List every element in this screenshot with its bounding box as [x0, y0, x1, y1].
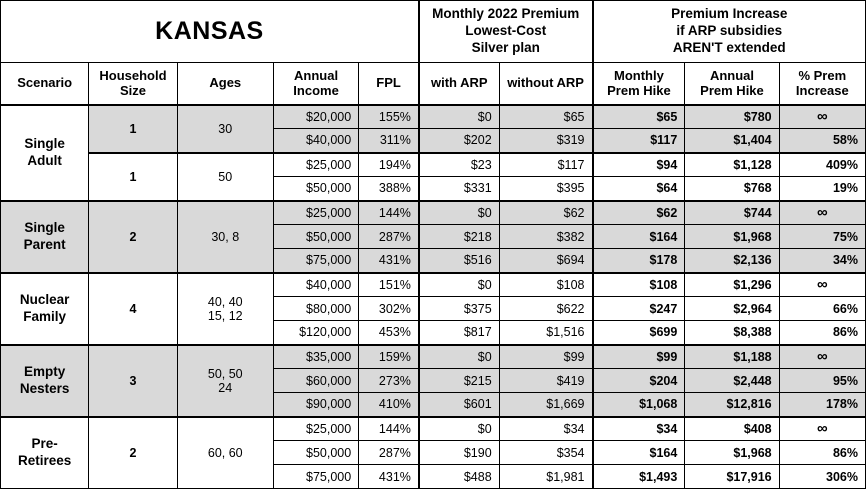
annual-income-cell: $50,000	[273, 225, 358, 249]
annual-income-cell: $40,000	[273, 273, 358, 297]
fpl-cell: 311%	[359, 129, 419, 153]
household-size-cell: 4	[89, 273, 177, 345]
monthly-prem-hike-cell: $204	[593, 369, 685, 393]
with-arp-cell: $202	[419, 129, 499, 153]
household-size-cell: 3	[89, 345, 177, 417]
col-fpl: FPL	[359, 63, 419, 105]
with-arp-cell: $375	[419, 297, 499, 321]
annual-prem-hike-cell: $2,136	[685, 249, 779, 273]
annual-prem-hike-cell: $17,916	[685, 465, 779, 489]
annual-prem-hike-cell: $1,968	[685, 441, 779, 465]
with-arp-cell: $0	[419, 105, 499, 129]
scenario-label-l2: Adult	[27, 152, 62, 168]
annual-prem-hike-cell: $1,296	[685, 273, 779, 297]
without-arp-cell: $1,516	[499, 321, 592, 345]
fpl-cell: 453%	[359, 321, 419, 345]
with-arp-cell: $0	[419, 345, 499, 369]
household-size-cell: 1	[89, 105, 177, 153]
col-without-arp: without ARP	[499, 63, 592, 105]
group-header-increase-l1: Premium Increase	[671, 6, 788, 22]
annual-prem-hike-cell: $744	[685, 201, 779, 225]
ages-l1: 50, 50	[207, 366, 243, 381]
monthly-prem-hike-cell: $64	[593, 177, 685, 201]
without-arp-cell: $108	[499, 273, 592, 297]
title-row	[1, 1, 866, 63]
table-row	[1, 273, 866, 297]
annual-income-cell: $90,000	[273, 393, 358, 417]
ages-cell: 30, 8	[177, 201, 273, 273]
annual-income-cell: $75,000	[273, 465, 358, 489]
pct-increase-cell: 86%	[779, 321, 865, 345]
page-title: KANSAS	[1, 1, 419, 63]
monthly-prem-hike-cell: $65	[593, 105, 685, 129]
fpl-cell: 151%	[359, 273, 419, 297]
ages-cell	[177, 273, 273, 345]
group-header-increase-l2: if ARP subsidies	[676, 23, 783, 39]
fpl-cell: 159%	[359, 345, 419, 369]
monthly-prem-hike-cell: $164	[593, 441, 685, 465]
annual-income-cell: $50,000	[273, 177, 358, 201]
fpl-cell: 144%	[359, 417, 419, 441]
annual-income-cell: $120,000	[273, 321, 358, 345]
without-arp-cell: $354	[499, 441, 592, 465]
group-header-premium	[419, 1, 593, 63]
fpl-cell: 431%	[359, 249, 419, 273]
annual-prem-hike-cell: $1,188	[685, 345, 779, 369]
annual-income-cell: $40,000	[273, 129, 358, 153]
without-arp-cell: $34	[499, 417, 592, 441]
annual-prem-hike-cell: $2,964	[685, 297, 779, 321]
monthly-prem-hike-cell: $164	[593, 225, 685, 249]
scenario-label-l1: Nuclear	[19, 291, 70, 307]
annual-prem-hike-cell: $1,404	[685, 129, 779, 153]
col-scenario: Scenario	[1, 63, 89, 105]
with-arp-cell: $817	[419, 321, 499, 345]
pct-increase-cell: ∞	[779, 105, 865, 129]
monthly-prem-hike-cell: $117	[593, 129, 685, 153]
col-household-size: Household Size	[89, 63, 177, 105]
monthly-prem-hike-cell: $62	[593, 201, 685, 225]
annual-prem-hike-cell: $12,816	[685, 393, 779, 417]
scenario-label-l1: Single	[24, 219, 65, 235]
col-monthly-prem-hike: Monthly Prem Hike	[593, 63, 685, 105]
ages-cell: 50	[177, 153, 273, 201]
without-arp-cell: $395	[499, 177, 592, 201]
scenario-label-l1: Single	[24, 135, 65, 151]
fpl-cell: 155%	[359, 105, 419, 129]
pct-increase-cell: 75%	[779, 225, 865, 249]
without-arp-cell: $694	[499, 249, 592, 273]
pct-increase-cell: 34%	[779, 249, 865, 273]
group-header-premium-l3: Silver plan	[471, 39, 540, 55]
scenario-label	[1, 105, 89, 201]
col-annual-income: Annual Income	[273, 63, 358, 105]
scenario-label-l2: Family	[23, 308, 67, 324]
scenario-label	[1, 273, 89, 345]
group-header-increase	[593, 1, 866, 63]
pct-increase-cell: ∞	[779, 201, 865, 225]
monthly-prem-hike-cell: $1,493	[593, 465, 685, 489]
annual-prem-hike-cell: $8,388	[685, 321, 779, 345]
annual-income-cell: $60,000	[273, 369, 358, 393]
fpl-cell: 144%	[359, 201, 419, 225]
with-arp-cell: $0	[419, 273, 499, 297]
col-with-arp: with ARP	[419, 63, 499, 105]
ages-l2: 24	[218, 380, 233, 395]
table-row	[1, 417, 866, 441]
monthly-prem-hike-cell: $699	[593, 321, 685, 345]
ages-cell: 30	[177, 105, 273, 153]
monthly-prem-hike-cell: $108	[593, 273, 685, 297]
monthly-prem-hike-cell: $34	[593, 417, 685, 441]
with-arp-cell: $601	[419, 393, 499, 417]
fpl-cell: 431%	[359, 465, 419, 489]
pct-increase-cell: ∞	[779, 273, 865, 297]
pct-increase-cell: 58%	[779, 129, 865, 153]
annual-income-cell: $80,000	[273, 297, 358, 321]
ages-cell: 60, 60	[177, 417, 273, 489]
col-pct-increase: % Prem Increase	[779, 63, 865, 105]
annual-prem-hike-cell: $2,448	[685, 369, 779, 393]
with-arp-cell: $0	[419, 417, 499, 441]
group-header-premium-l1: Monthly 2022 Premium	[432, 6, 580, 22]
pct-increase-cell: 95%	[779, 369, 865, 393]
without-arp-cell: $65	[499, 105, 592, 129]
without-arp-cell: $62	[499, 201, 592, 225]
pct-increase-cell: 19%	[779, 177, 865, 201]
annual-income-cell: $35,000	[273, 345, 358, 369]
household-size-cell: 1	[89, 153, 177, 201]
fpl-cell: 287%	[359, 225, 419, 249]
with-arp-cell: $23	[419, 153, 499, 177]
table-row	[1, 153, 866, 177]
pct-increase-cell: 178%	[779, 393, 865, 417]
monthly-prem-hike-cell: $99	[593, 345, 685, 369]
scenario-label-l2: Retirees	[18, 452, 72, 468]
scenario-label	[1, 345, 89, 417]
without-arp-cell: $622	[499, 297, 592, 321]
pct-increase-cell: 306%	[779, 465, 865, 489]
without-arp-cell: $117	[499, 153, 592, 177]
annual-prem-hike-cell: $780	[685, 105, 779, 129]
without-arp-cell: $1,669	[499, 393, 592, 417]
annual-prem-hike-cell: $1,968	[685, 225, 779, 249]
monthly-prem-hike-cell: $178	[593, 249, 685, 273]
scenario-label-l1: Pre-	[31, 435, 58, 451]
with-arp-cell: $0	[419, 201, 499, 225]
scenario-label-l1: Empty	[24, 363, 66, 379]
scenario-label	[1, 201, 89, 273]
annual-income-cell: $25,000	[273, 201, 358, 225]
ages-cell	[177, 345, 273, 417]
scenario-label-l2: Nesters	[19, 380, 70, 396]
monthly-prem-hike-cell: $1,068	[593, 393, 685, 417]
annual-income-cell: $25,000	[273, 417, 358, 441]
annual-income-cell: $25,000	[273, 153, 358, 177]
pct-increase-cell: ∞	[779, 417, 865, 441]
annual-prem-hike-cell: $1,128	[685, 153, 779, 177]
annual-income-cell: $50,000	[273, 441, 358, 465]
pct-increase-cell: ∞	[779, 345, 865, 369]
without-arp-cell: $319	[499, 129, 592, 153]
col-ages: Ages	[177, 63, 273, 105]
without-arp-cell: $419	[499, 369, 592, 393]
without-arp-cell: $99	[499, 345, 592, 369]
pct-increase-cell: 86%	[779, 441, 865, 465]
monthly-prem-hike-cell: $94	[593, 153, 685, 177]
without-arp-cell: $1,981	[499, 465, 592, 489]
with-arp-cell: $488	[419, 465, 499, 489]
pct-increase-cell: 66%	[779, 297, 865, 321]
fpl-cell: 273%	[359, 369, 419, 393]
monthly-prem-hike-cell: $247	[593, 297, 685, 321]
annual-income-cell: $75,000	[273, 249, 358, 273]
column-header-row	[1, 63, 866, 105]
fpl-cell: 410%	[359, 393, 419, 417]
fpl-cell: 388%	[359, 177, 419, 201]
with-arp-cell: $190	[419, 441, 499, 465]
household-size-cell: 2	[89, 417, 177, 489]
fpl-cell: 302%	[359, 297, 419, 321]
fpl-cell: 194%	[359, 153, 419, 177]
table-row	[1, 201, 866, 225]
without-arp-cell: $382	[499, 225, 592, 249]
annual-prem-hike-cell: $408	[685, 417, 779, 441]
table-row	[1, 105, 866, 129]
scenario-label	[1, 417, 89, 489]
with-arp-cell: $215	[419, 369, 499, 393]
scenario-label-l2: Parent	[23, 236, 66, 252]
table-row	[1, 345, 866, 369]
pct-increase-cell: 409%	[779, 153, 865, 177]
col-annual-prem-hike: Annual Prem Hike	[685, 63, 779, 105]
group-header-premium-l2: Lowest-Cost	[465, 23, 547, 39]
ages-l1: 40, 40	[207, 294, 243, 309]
group-header-increase-l3: AREN'T extended	[672, 39, 786, 55]
annual-income-cell: $20,000	[273, 105, 358, 129]
ages-l2: 15, 12	[207, 308, 243, 323]
with-arp-cell: $516	[419, 249, 499, 273]
with-arp-cell: $331	[419, 177, 499, 201]
with-arp-cell: $218	[419, 225, 499, 249]
annual-prem-hike-cell: $768	[685, 177, 779, 201]
household-size-cell: 2	[89, 201, 177, 273]
fpl-cell: 287%	[359, 441, 419, 465]
